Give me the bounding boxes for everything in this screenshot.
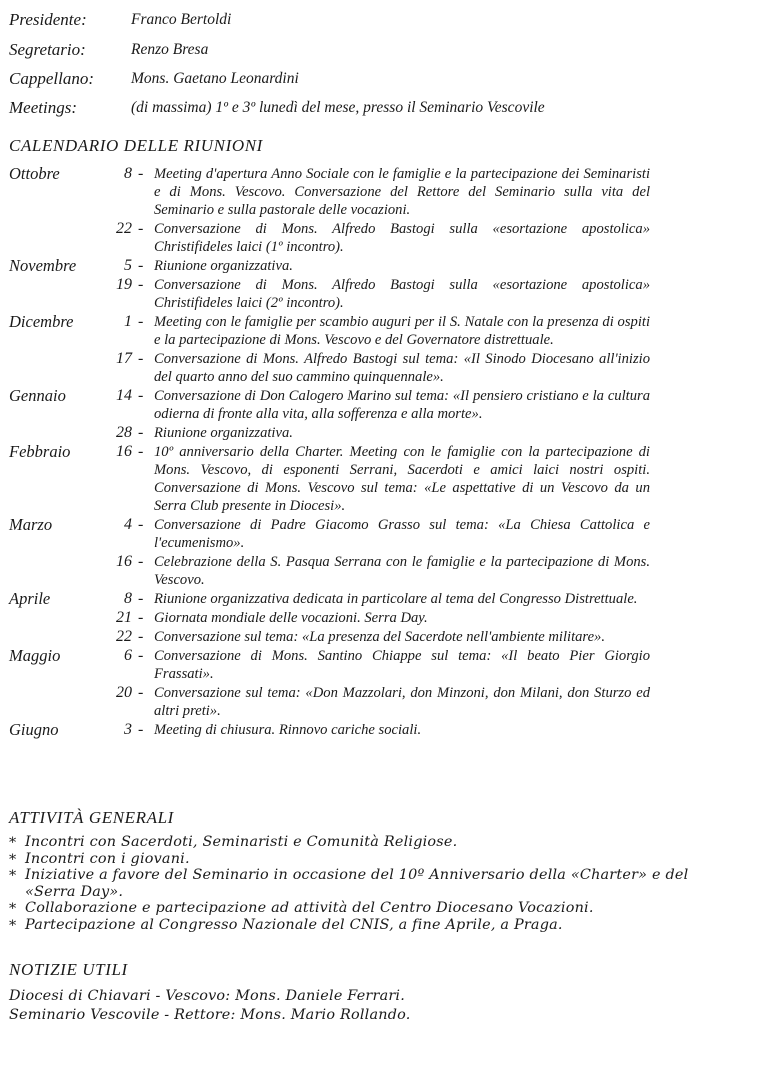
asterisk-icon: * (9, 917, 17, 934)
calendar-day: 28 (116, 424, 132, 441)
calendar-month: Ottobre (9, 164, 60, 183)
calendar-list (0, 165, 761, 740)
officer-label: Meetings: (9, 98, 77, 117)
calendar-entry (0, 276, 761, 312)
calendar-description: Conversazione di Mons. Santino Chiappe sul tema: «Il beato Pier Giorgio Frassati». (154, 648, 650, 682)
calendar-entry (0, 165, 761, 219)
calendar-entry (0, 647, 761, 683)
calendar-day: 21 (116, 609, 132, 626)
calendar-description: Riunione organizzativa dedicata in particolare al tema del Congresso Distrettuale. (154, 591, 638, 607)
officer-label: Segretario: (9, 40, 86, 59)
activities-list (9, 834, 689, 934)
calendar-entry (0, 516, 761, 552)
note-line: Diocesi di Chiavari - Vescovo: Mons. Daniele Ferrari. (9, 988, 406, 1004)
calendar-month: Gennaio (9, 386, 66, 405)
calendar-day: 6 (124, 647, 132, 664)
calendar-day: 22 (116, 628, 132, 645)
calendar-description: Meeting con le famiglie per scambio auguri per il S. Natale con la presenza di ospiti e la partecipazione di Mons. Vescovo e del Governatore distrettuale. (154, 314, 650, 348)
asterisk-icon: * (9, 851, 17, 868)
calendar-dash: - (138, 609, 144, 626)
calendar-entry (0, 424, 761, 442)
calendar-description: Meeting d'apertura Anno Sociale con le famiglie e la partecipazione dei Seminaristi e di Mons. Vescovo. Conversazione del Rettore del Seminario sulla vita del Seminario e sulla pastorale delle vocazioni. (154, 166, 650, 218)
activities-title: ATTIVITÀ GENERALI (9, 808, 174, 827)
asterisk-icon: * (9, 868, 17, 885)
calendar-month: Giugno (9, 720, 59, 739)
calendar-day: 5 (124, 257, 132, 274)
officer-value: (di massima) 1º e 3º lunedì del mese, presso il Seminario Vescovile (131, 99, 545, 116)
calendar-description: Conversazione di Mons. Alfredo Bastogi sulla «esortazione apostolica» Christifideles laici (1º incontro). (154, 221, 650, 255)
calendar-dash: - (138, 721, 144, 738)
activity-text: Partecipazione al Congresso Nazionale del CNIS, a fine Aprile, a Praga. (25, 916, 563, 933)
calendar-day: 19 (116, 276, 132, 293)
calendar-entry (0, 721, 761, 739)
officer-value: Franco Bertoldi (131, 11, 232, 28)
calendar-day: 22 (116, 220, 132, 237)
calendar-description: Conversazione sul tema: «La presenza del Sacerdote nell'ambiente militare». (154, 629, 605, 645)
calendar-dash: - (138, 647, 144, 664)
calendar-description: Celebrazione della S. Pasqua Serrana con le famiglie e la partecipazione di Mons. Vescovo. (154, 554, 650, 588)
activity-text: Iniziative a favore del Seminario in occasione del 10º Anniversario della «Charter» e del «Serra Day». (25, 867, 689, 900)
activity-item (9, 851, 689, 868)
calendar-day: 1 (124, 313, 132, 330)
activity-item (9, 834, 689, 851)
calendar-month: Febbraio (9, 442, 71, 461)
calendar-day: 3 (124, 721, 132, 738)
calendar-day: 8 (124, 590, 132, 607)
calendar-day: 16 (116, 553, 132, 570)
calendar-entry (0, 387, 761, 423)
calendar-description: Riunione organizzativa. (154, 425, 293, 441)
calendar-entry (0, 553, 761, 589)
calendar-dash: - (138, 684, 144, 701)
calendar-entry (0, 313, 761, 349)
calendar-dash: - (138, 553, 144, 570)
calendar-day: 20 (116, 684, 132, 701)
calendar-month: Marzo (9, 515, 53, 534)
calendar-entry (0, 443, 761, 515)
calendar-dash: - (138, 424, 144, 441)
calendar-entry (0, 609, 761, 627)
activity-item (9, 900, 689, 917)
calendar-description: Riunione organizzativa. (154, 258, 293, 274)
calendar-dash: - (138, 590, 144, 607)
calendar-entry (0, 350, 761, 386)
calendar-dash: - (138, 387, 144, 404)
note-line: Seminario Vescovile - Rettore: Mons. Mario Rollando. (9, 1007, 411, 1023)
calendar-dash: - (138, 628, 144, 645)
officer-value: Renzo Bresa (131, 41, 209, 58)
calendar-day: 8 (124, 165, 132, 182)
calendar-dash: - (138, 257, 144, 274)
notes-block (9, 987, 411, 1025)
activity-text: Collaborazione e partecipazione ad attività del Centro Diocesano Vocazioni. (25, 900, 594, 917)
calendar-day: 17 (116, 350, 132, 367)
calendar-month: Maggio (9, 646, 61, 665)
calendar-dash: - (138, 516, 144, 533)
activity-item (9, 917, 689, 934)
activity-text: Incontri con i giovani. (25, 850, 190, 867)
calendar-month: Dicembre (9, 312, 74, 331)
notes-title: NOTIZIE UTILI (9, 960, 128, 979)
calendar-dash: - (138, 313, 144, 330)
calendar-dash: - (138, 220, 144, 237)
calendar-description: Conversazione di Padre Giacomo Grasso sul tema: «La Chiesa Cattolica e l'ecumenismo». (154, 517, 650, 551)
activity-item (9, 867, 689, 900)
calendar-entry (0, 257, 761, 275)
calendar-dash: - (138, 350, 144, 367)
calendar-description: Conversazione di Mons. Alfredo Bastogi sul tema: «Il Sinodo Diocesano all'inizio del quarto anno del suo cammino quinquennale». (154, 351, 650, 385)
calendar-day: 14 (116, 387, 132, 404)
calendar-entry (0, 684, 761, 720)
calendar-entry (0, 220, 761, 256)
calendar-description: 10º anniversario della Charter. Meeting con le famiglie con la partecipazione di Mons. Vescovo, di esponenti Serrani, Sacerdoti e amici laici nostri ospiti. Conversazione di Mons. Vescovo sul tema: «Le aspettative di un Vescovo da un Serra Club presente in Diocesi». (154, 444, 650, 514)
officer-value: Mons. Gaetano Leonardini (131, 70, 299, 87)
calendar-entry (0, 628, 761, 646)
calendar-description: Conversazione di Mons. Alfredo Bastogi sulla «esortazione apostolica» Christifideles laici (2º incontro). (154, 277, 650, 311)
officer-label: Cappellano: (9, 69, 94, 88)
calendar-month: Novembre (9, 256, 77, 275)
calendar-day: 16 (116, 443, 132, 460)
asterisk-icon: * (9, 901, 17, 918)
calendar-day: 4 (124, 516, 132, 533)
calendar-description: Conversazione sul tema: «Don Mazzolari, don Minzoni, don Milani, don Sturzo ed altri preti». (154, 685, 650, 719)
calendar-entry (0, 590, 761, 608)
calendar-month: Aprile (9, 589, 51, 608)
asterisk-icon: * (9, 835, 17, 851)
activity-text: Incontri con Sacerdoti, Seminaristi e Comunità Religiose. (25, 834, 458, 850)
calendar-description: Conversazione di Don Calogero Marino sul tema: «Il pensiero cristiano e la cultura odierna di fronte alla vita, alla sofferenza e alla morte». (154, 388, 650, 422)
calendar-dash: - (138, 276, 144, 293)
calendar-dash: - (138, 165, 144, 182)
calendar-dash: - (138, 443, 144, 460)
officer-label: Presidente: (9, 10, 87, 29)
calendar-description: Meeting di chiusura. Rinnovo cariche sociali. (154, 722, 422, 738)
calendar-title: CALENDARIO DELLE RIUNIONI (9, 136, 263, 155)
calendar-description: Giornata mondiale delle vocazioni. Serra Day. (154, 610, 428, 626)
